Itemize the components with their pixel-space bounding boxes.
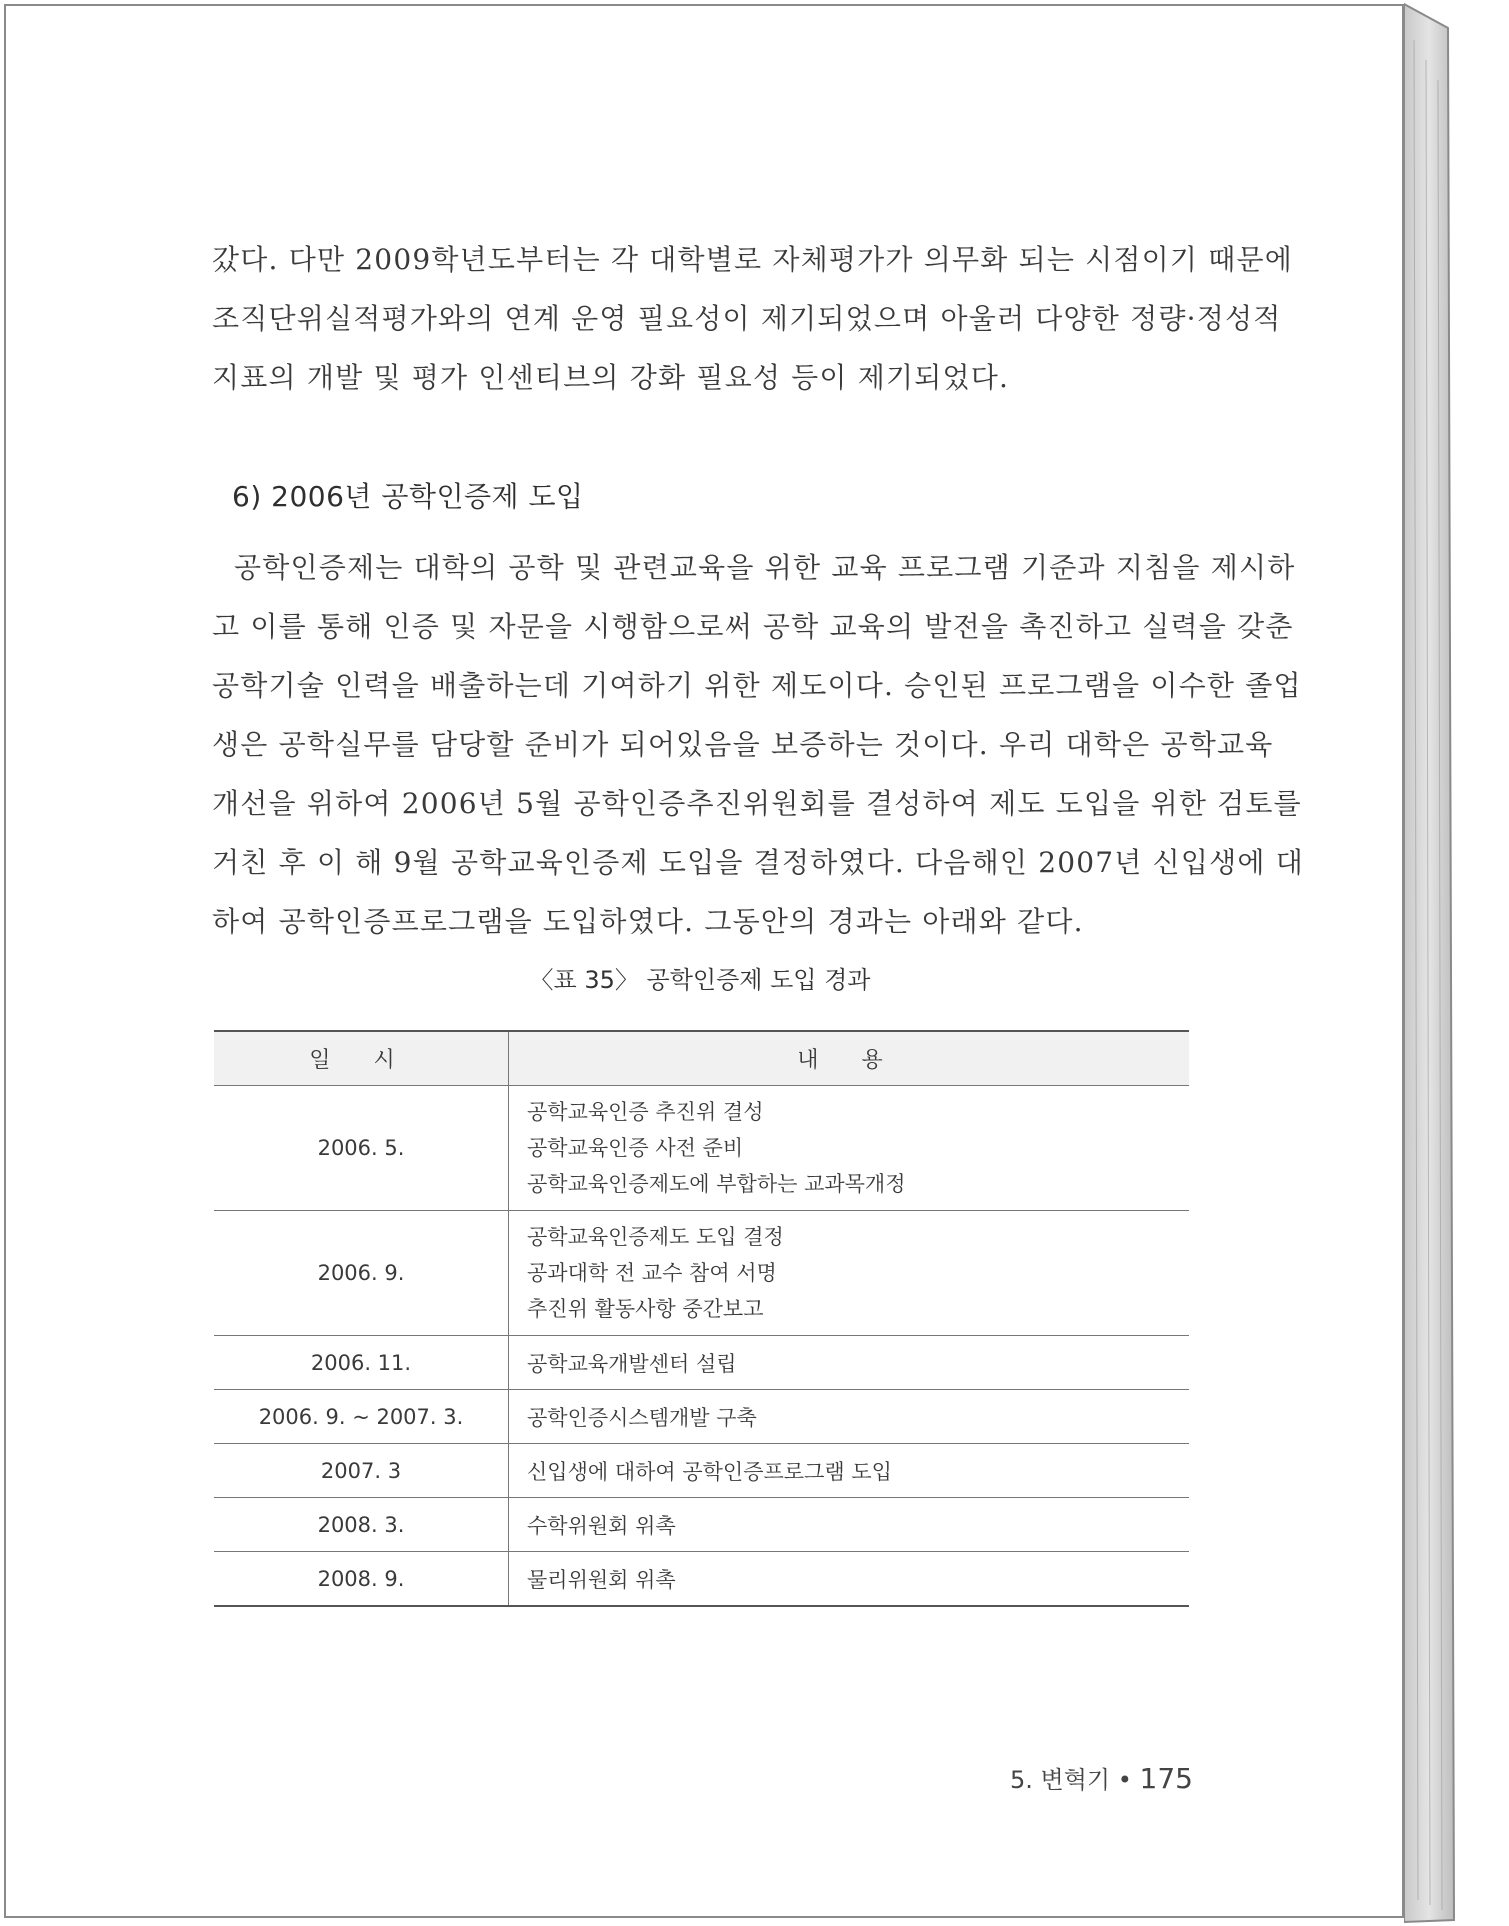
table-row bbox=[214, 1211, 1189, 1336]
row-date: 2007. 3 bbox=[214, 1444, 509, 1498]
history-table bbox=[214, 1030, 1189, 1607]
table-row bbox=[214, 1498, 1189, 1552]
body-line-5: 개선을 위하여 2006년 5월 공학인증추진위원회를 결성하여 제도 도입을 위한 검토를 bbox=[212, 787, 1302, 820]
row-item: 공학교육인증 사전 준비 bbox=[527, 1136, 744, 1160]
page-number: 175 bbox=[1139, 1762, 1193, 1795]
footer-bullet: • bbox=[1117, 1766, 1132, 1794]
row-item: 공학교육인증제도에 부합하는 교과목개정 bbox=[527, 1172, 906, 1196]
row-item: 공과대학 전 교수 참여 서명 bbox=[527, 1261, 777, 1285]
header-content: 내 용 bbox=[509, 1031, 1190, 1086]
footer-chapter: 5. 변혁기 bbox=[1010, 1766, 1111, 1794]
table-row bbox=[214, 1552, 1189, 1607]
table-caption: 〈표 35〉 공학인증제 도입 경과 bbox=[529, 966, 871, 994]
row-item: 공학교육인증 추진위 결성 bbox=[527, 1100, 764, 1124]
body-line-6: 거친 후 이 해 9월 공학교육인증제 도입을 결정하였다. 다음해인 2007년 신입생에 대 bbox=[212, 846, 1304, 879]
page-footer bbox=[1010, 1760, 1193, 1795]
table-row bbox=[214, 1390, 1189, 1444]
row-content: 신입생에 대하여 공학인증프로그램 도입 bbox=[509, 1444, 1190, 1498]
table-row bbox=[214, 1086, 1189, 1211]
row-content: 공학교육개발센터 설립 bbox=[509, 1336, 1190, 1390]
table-row bbox=[214, 1336, 1189, 1390]
body-line-3: 공학기술 인력을 배출하는데 기여하기 위한 제도이다. 승인된 프로그램을 이수한 졸업 bbox=[212, 669, 1302, 702]
row-date: 2006. 9. ~ 2007. 3. bbox=[214, 1390, 509, 1444]
row-content bbox=[509, 1086, 1190, 1211]
table-row bbox=[214, 1444, 1189, 1498]
row-content: 물리위원회 위촉 bbox=[509, 1552, 1190, 1607]
row-date: 2006. 5. bbox=[214, 1086, 509, 1211]
page-edge bbox=[1404, 0, 1504, 1926]
row-content: 수학위원회 위촉 bbox=[509, 1498, 1190, 1552]
row-date: 2006. 9. bbox=[214, 1211, 509, 1336]
intro-line-3: 지표의 개발 및 평가 인센티브의 강화 필요성 등이 제기되었다. bbox=[212, 361, 1010, 394]
row-item: 공학교육인증제도 도입 결정 bbox=[527, 1225, 784, 1249]
row-date: 2008. 9. bbox=[214, 1552, 509, 1607]
row-date: 2008. 3. bbox=[214, 1498, 509, 1552]
intro-line-2: 조직단위실적평가와의 연계 운영 필요성이 제기되었으며 아울러 다양한 정량·정성적 bbox=[212, 302, 1282, 335]
row-item: 추진위 활동사항 중간보고 bbox=[527, 1297, 764, 1321]
intro-line-1: 갔다. 다만 2009학년도부터는 각 대학별로 자체평가가 의무화 되는 시점이기 때문에 bbox=[212, 243, 1294, 276]
row-content: 공학인증시스템개발 구축 bbox=[509, 1390, 1190, 1444]
intro-paragraph bbox=[212, 230, 1294, 407]
body-paragraph bbox=[212, 538, 1304, 951]
body-line-1: 공학인증제는 대학의 공학 및 관련교육을 위한 교육 프로그램 기준과 지침을 제시하 bbox=[234, 551, 1296, 584]
body-line-7: 하여 공학인증프로그램을 도입하였다. 그동안의 경과는 아래와 같다. bbox=[212, 905, 1084, 938]
body-line-4: 생은 공학실무를 담당할 준비가 되어있음을 보증하는 것이다. 우리 대학은 공학교육 bbox=[212, 728, 1274, 761]
section-heading: 6) 2006년 공학인증제 도입 bbox=[232, 480, 584, 513]
body-line-2: 고 이를 통해 인증 및 자문을 시행함으로써 공학 교육의 발전을 촉진하고 실력을 갖춘 bbox=[212, 610, 1294, 643]
row-content bbox=[509, 1211, 1190, 1336]
table-header-row bbox=[214, 1031, 1189, 1086]
row-date: 2006. 11. bbox=[214, 1336, 509, 1390]
header-date: 일 시 bbox=[214, 1031, 509, 1086]
